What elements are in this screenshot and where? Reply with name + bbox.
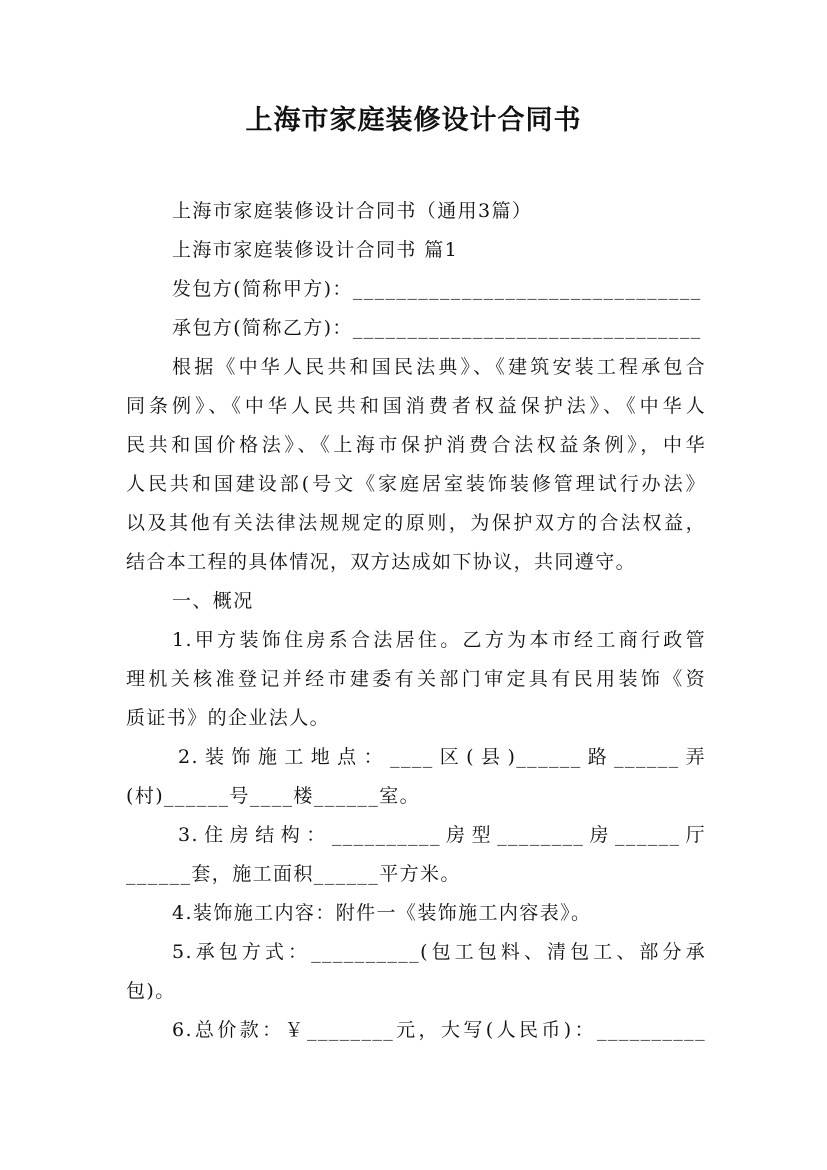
clause-2-line: (村)______号____楼______室。 [126,785,421,807]
paragraph-line: 民共和国价格法》、《上海市保护消费合法权益条例》，中华 [126,434,706,456]
clause-3-line: 3.住房结构：__________房型________房______厅 [178,824,706,846]
paragraph-line: 同条例》、《中华人民共和国消费者权益保护法》、《中华人 [126,395,706,417]
party-b-line: 承包方(简称乙方)：________________________________ [172,317,702,339]
party-a-line: 发包方(简称甲方)：________________________________ [172,278,702,300]
doc-section-heading: 上海市家庭装修设计合同书 篇1 [172,239,459,261]
doc-subtitle: 上海市家庭装修设计合同书（通用3篇） [172,200,533,222]
clause-5-line: 包)。 [126,980,176,1002]
section-heading-overview: 一、概况 [172,590,254,612]
clause-3-line: ______套，施工面积______平方米。 [126,863,461,885]
paragraph-line: 根据《中华人民共和国民法典》、《建筑安装工程承包合 [172,356,706,378]
document-title: 上海市家庭装修设计合同书 [245,105,582,136]
clause-1-line: 1.甲方装饰住房系合法居住。乙方为本市经工商行政管 [172,629,706,651]
clause-4-line: 4.装饰施工内容：附件一《装饰施工内容表》。 [172,902,592,924]
clause-1-line: 质证书》的企业法人。 [126,707,331,729]
paragraph-line: 结合本工程的具体情况，双方达成如下协议，共同遵守。 [126,551,637,573]
clause-1-line: 理机关核准登记并经市建委有关部门审定具有民用装饰《资 [126,668,706,690]
clause-6-line: 6.总价款：￥________元，大写(人民币)：__________ [172,1019,706,1041]
paragraph-line: 人民共和国建设部(号文《家庭居室装饰装修管理试行办法》 [126,473,706,495]
paragraph-line: 以及其他有关法律法规规定的原则，为保护双方的合法权益， [126,512,706,534]
clause-5-line: 5.承包方式：__________(包工包料、清包工、部分承 [172,941,706,963]
clause-2-line: 2.装饰施工地点：____区(县)______路______弄 [178,746,706,768]
